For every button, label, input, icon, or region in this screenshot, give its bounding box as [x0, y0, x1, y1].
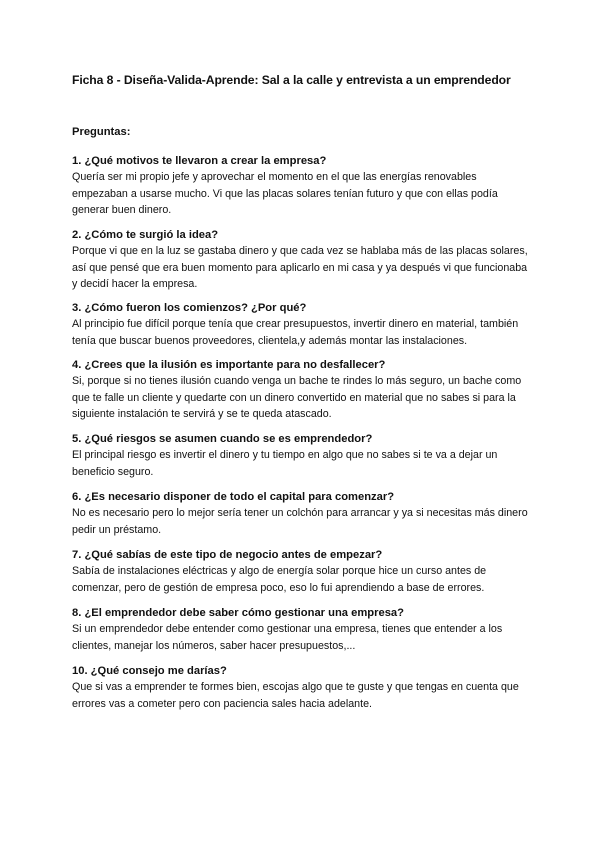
qa-item	[72, 228, 530, 293]
question-heading: 7. ¿Qué sabías de este tipo de negocio antes de empezar?	[72, 549, 383, 561]
question-heading: 2. ¿Cómo te surgió la idea?	[72, 229, 219, 241]
question-heading: 10. ¿Qué consejo me darías?	[72, 665, 227, 677]
qa-item	[72, 664, 530, 712]
question-heading: 4. ¿Crees que la ilusión es importante para no desfallecer?	[72, 359, 386, 371]
qa-item	[72, 548, 530, 596]
answer-text: Porque vi que en la luz se gastaba dinero y que cada vez se hablaba más de las placas solares, así que pensé que era buen momento para aplicarlo en mi casa y ya después vi que funcionaba y decidí hacer la empresa.	[72, 245, 528, 290]
section-label: Preguntas:	[72, 126, 131, 138]
answer-text: No es necesario pero lo mejor sería tener un colchón para arrancar y ya si necesitas más dinero pedir un préstamo.	[72, 507, 528, 536]
question-heading: 5. ¿Qué riesgos se asumen cuando se es emprendedor?	[72, 433, 373, 445]
answer-text: Que si vas a emprender te formes bien, escojas algo que te guste y que tengas en cuenta que errores vas a cometer pero con paciencia sales hacia adelante.	[72, 681, 519, 710]
answer-text: Al principio fue difícil porque tenía que crear presupuestos, invertir dinero en material, también tenía que buscar buenos proveedores, clientela,y además montar las instalaciones.	[72, 318, 519, 347]
qa-item	[72, 490, 530, 538]
answer-text: El principal riesgo es invertir el dinero y tu tiempo en algo que no sabes si te va a dejar un beneficio seguro.	[72, 449, 498, 478]
answer-text: Quería ser mi propio jefe y aprovechar el momento en el que las energías renovables empezaban a usarse mucho. Vi que las placas solares tenían futuro y que con ellas podía generar buen dinero.	[72, 171, 498, 216]
qa-item	[72, 606, 530, 654]
question-heading: 1. ¿Qué motivos te llevaron a crear la empresa?	[72, 155, 327, 167]
answer-text: Si un emprendedor debe entender como gestionar una empresa, tienes que entender a los clientes, manejar los números, saber hacer presupuestos,...	[72, 623, 503, 652]
answer-text: Si, porque si no tienes ilusión cuando venga un bache te rindes lo más seguro, un bache como que te falle un cliente y quedarte con un dinero convertido en material que no sabes si para la siguiente instalación te servirá y se te queda atascado.	[72, 375, 522, 420]
question-heading: 3. ¿Cómo fueron los comienzos? ¿Por qué?	[72, 302, 307, 314]
document-title: Ficha 8 - Diseña-Valida-Aprende: Sal a la calle y entrevista a un emprendedor	[72, 73, 511, 87]
qa-item	[72, 432, 530, 480]
qa-item	[72, 301, 530, 349]
question-heading: 8. ¿El emprendedor debe saber cómo gestionar una empresa?	[72, 607, 404, 619]
qa-item	[72, 358, 530, 423]
answer-text: Sabía de instalaciones eléctricas y algo de energía solar porque hice un curso antes de comenzar, pero de gestión de empresa poco, eso lo fui aprendiendo a base de errores.	[72, 565, 487, 594]
question-heading: 6. ¿Es necesario disponer de todo el capital para comenzar?	[72, 491, 395, 503]
qa-item	[72, 154, 530, 219]
